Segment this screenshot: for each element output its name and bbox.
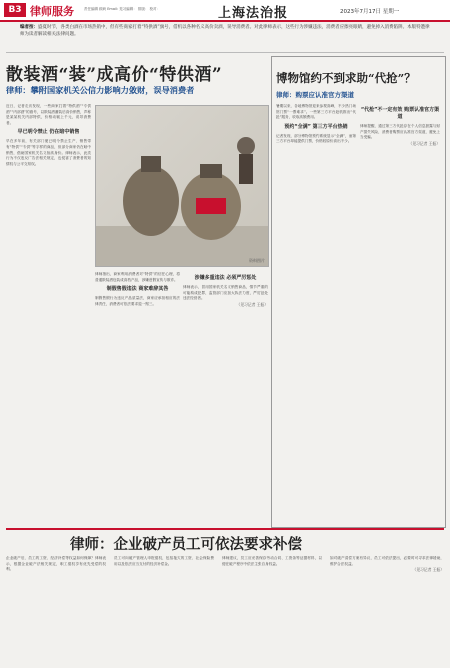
article1-subhead-3: 涉嫌多重违法 必须严厉惩处 (194, 275, 257, 281)
divider (6, 52, 444, 53)
liquor-jars-illustration (96, 106, 268, 266)
photo-credit: 资料图片 (249, 258, 265, 263)
editor-note (20, 24, 434, 38)
article3-column-4: 如对破产清偿方案有异议，员工可依法提出，必要时可寻求法律援助，维护合法权益。 （见习记者 王振） (330, 556, 444, 573)
article3-column-3: 律师建议，员工应妥善保存劳动合同、工资条等证据材料，以便在破产程序中依法主张自身权益。 (222, 556, 322, 566)
page-number: B3 (4, 3, 26, 17)
editor-note-label: 编者按： (20, 25, 38, 30)
article1-column-1: 近日，记者走访发现，一些商家打着“特供酒”“专供酒”“内部酒”的旗号，以散装酒灌装后高价销售，声称是某某机关内部特供，价格动辄上千元，误导消费者。 早已明令禁止 仍在暗中销售 早在多年前，有关部门便已明令禁止生产、销售带有“特供”“专供”等字样的商品，但部分商家仍在暗中销售，借助国家机关名义抬高身价。律师表示，此类行为不仅违反广告法相关规定，也侵害了消费者的知情权与公平交易权。 (6, 104, 91, 166)
article2-column-1: 暑期以来，各地博物馆迎来参观高峰，不少热门场馆门票“一票难求”。一些第三方平台趁机推出“代抢”服务，收取高额费用。 预约“全满” 第三方平台热销 记者发现，部分博物馆预约系统显示“全满”，而第三方平台却能提供门票，价格较原价高出不少。 (276, 104, 356, 144)
article1-subhead-2: 制假售假违法 商家难辞其咎 (106, 286, 169, 293)
article3-headline: 律师：企业破产员工可依法要求补偿 (70, 536, 302, 553)
divider-bottom (6, 528, 444, 530)
article2-column-2: “代抢”不一定有效 购票认准官方渠道 律师提醒，通过第三方代抢存在个人信息泄露与财产损失风险，消费者购票应认准官方渠道，避免上当受骗。 （见习记者 王振） (360, 107, 440, 146)
article2-subhead-1: 预约“全满” 第三方平台热销 (284, 123, 348, 130)
article3-byline: （见习记者 王振） (412, 567, 444, 573)
article2-subtitle: 律师：购票应认准官方渠道 (276, 91, 354, 99)
article2-headline: 博物馆约不到求助“代抢”？ (276, 71, 416, 85)
article1-headline: 散装酒“装”成高价“特供酒” (6, 65, 223, 85)
editor-meta: 责任编辑 顾尚 Email: 见习编辑： 排版： 校对： (84, 7, 160, 11)
editor-note-text: 盛夏时节，各类白酒在市场热销中，但有些商家打着“特供酒”旗号，借机以各种名义高价卖酒，误导消费者。对此律师表示，这些行为涉嫌违法，消费者应擦亮眼睛，避免掉入消费陷阱。本版特邀律师为读者解读相关法律问题。 (20, 25, 430, 37)
section-title: 律师服务 (30, 5, 74, 18)
article1-photo (95, 105, 269, 267)
page-header (0, 0, 450, 22)
article1-column-2: 律师指出，商家利用消费者对“特供”的信任心理，将普通散装酒包装成高档产品，涉嫌虚假宣传与欺诈。 制假售假违法 商家难辞其咎 制假售假行为违反产品质量法，商家应承担相应的法律责任，消费者可依法要求退一赔三。 (95, 272, 180, 306)
article2-byline: （见习记者 王振） (408, 140, 440, 146)
article3-column-1: 企业破产后，员工的工资、经济补偿等权益如何保障？律师表示，根据企业破产法相关规定，职工债权享有优先受偿的权利。 (6, 556, 106, 572)
article1-subtitle: 律师：攀附国家机关公信力影响力敛财，误导消费者 (6, 85, 195, 95)
article1-column-3: 涉嫌多重违法 必须严厉惩处 律师表示，冒用国家机关名义销售商品，情节严重的可能构成犯罪，监管部门应加大执法力度，严厉惩处违法经营者。 （见习记者 王振） (183, 275, 268, 307)
article2-subhead-2: “代抢”不一定有效 购票认准官方渠道 (360, 107, 440, 120)
issue-date: 2023年7月17日 星期一 (340, 9, 400, 15)
article1-byline: （见习记者 王振） (236, 301, 268, 307)
article1-subhead-1: 早已明令禁止 仍在暗中销售 (17, 129, 80, 136)
article3-column-2: 员工可向破产管理人申报债权，包括拖欠的工资、社会保险费用以及依法应当支付的经济补偿金。 (114, 556, 214, 566)
newspaper-masthead: 上海法治报 (218, 6, 289, 21)
